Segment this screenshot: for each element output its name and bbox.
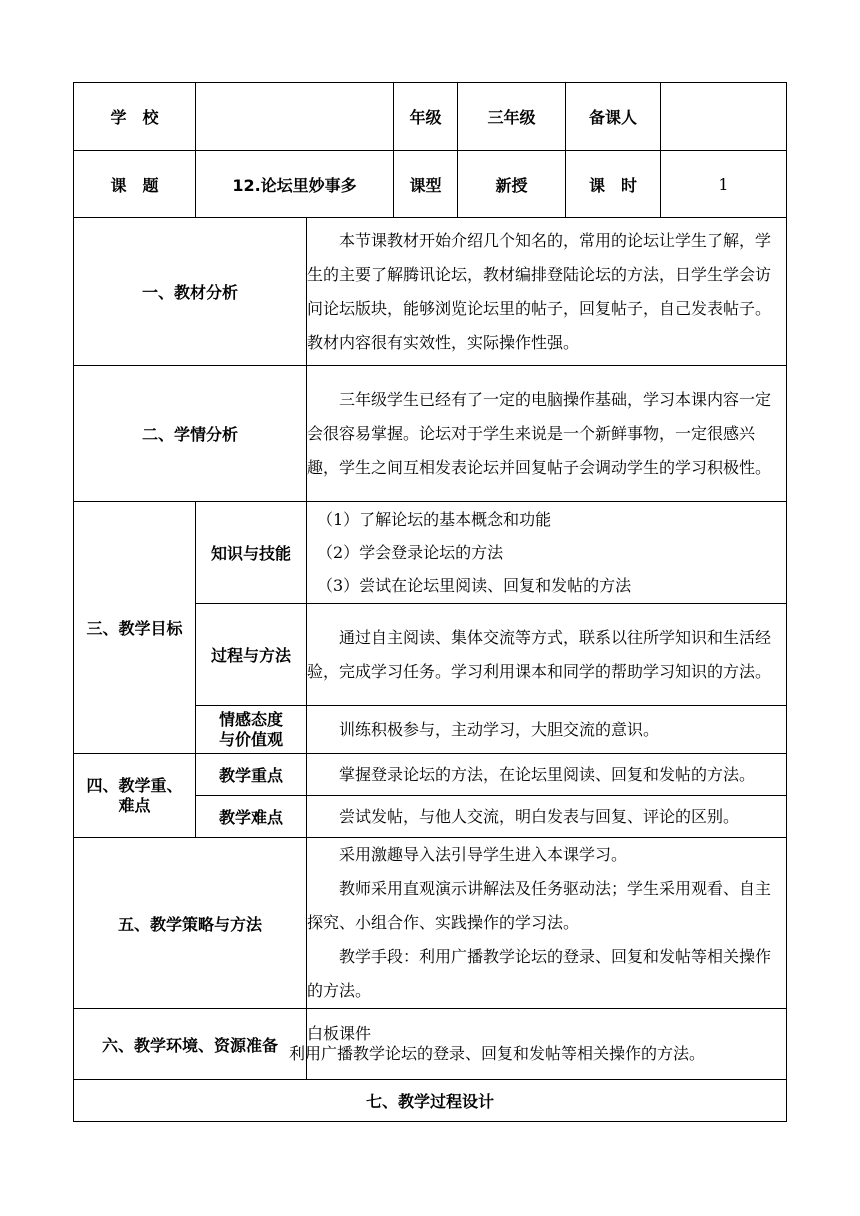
key-point-row: [74, 754, 787, 796]
lesson-plan-table: [73, 82, 787, 1122]
resource-line: 白板课件: [307, 1024, 372, 1043]
process-method-text-cell: [307, 604, 787, 706]
key-difficult-label: [74, 754, 196, 838]
process-design-label: 七、教学过程设计: [74, 1080, 787, 1122]
teaching-objectives-label: 三、教学目标: [74, 502, 196, 754]
material-analysis-text: 本节课教材开始介绍几个知名的，常用的论坛让学生了解，学生的主要了解腾讯论坛，教材编排登陆论坛的方法，日学生学会访问论坛版块，能够浏览论坛里的帖子，回复帖子，自己发表帖子。教材内容很有实效性，实际操作性强。: [307, 230, 772, 352]
period-label: 课 时: [566, 151, 661, 218]
period-value: 1: [661, 151, 787, 218]
difficult-point-label: 教学难点: [196, 796, 307, 838]
emotion-label-line2: 与价值观: [218, 729, 283, 749]
strategy-paragraph: 采用激趣导入法引导学生进入本课学习。: [339, 845, 628, 864]
emotion-label-line1: 情感态度: [218, 709, 283, 729]
key-point-text-cell: [307, 754, 787, 796]
topic-label: 课 题: [74, 151, 196, 218]
strategy-method-text-cell: [307, 838, 787, 1009]
school-label: 学 校: [74, 83, 196, 151]
key-point-label: 教学重点: [196, 754, 307, 796]
preparer-label: 备课人: [566, 83, 661, 151]
section-learner-analysis: [74, 366, 787, 502]
knowledge-skill-label: 知识与技能: [196, 502, 307, 604]
material-analysis-label: 一、教材分析: [74, 218, 307, 366]
difficult-point-text: 尝试发帖，与他人交流，明白发表与回复、评论的区别。: [339, 806, 740, 826]
emotion-value-text-cell: [307, 706, 787, 754]
key-point-text: 掌握登录论坛的方法，在论坛里阅读、回复和发帖的方法。: [339, 764, 756, 784]
header-row-topic: [74, 151, 787, 218]
process-method-text: 通过自主阅读、集体交流等方式，联系以往所学知识和生活经验，完成学习任务。学习利用课本和同学的帮助学习知识的方法。: [307, 627, 772, 681]
emotion-value-text: 训练积极参与，主动学习，大胆交流的意识。: [339, 719, 660, 739]
school-value: [196, 83, 394, 151]
process-method-label: 过程与方法: [196, 604, 307, 706]
type-value: 新授: [458, 151, 566, 218]
emotion-value-label: [196, 706, 307, 754]
material-analysis-text-cell: [307, 218, 787, 366]
strategy-paragraph: 教师采用直观演示讲解法及任务驱动法；学生采用观看、自主探究、小组合作、实践操作的学习法。: [307, 879, 772, 932]
knowledge-item: （1）了解论坛的基本概念和功能: [317, 510, 552, 529]
section-strategy-method: [74, 838, 787, 1009]
type-label: 课型: [394, 151, 458, 218]
strategy-paragraph: 教学手段：利用广播教学论坛的登录、回复和发帖等相关操作的方法。: [307, 947, 772, 1000]
section-material-analysis: [74, 218, 787, 366]
preparer-value: [661, 83, 787, 151]
topic-value: 12.论坛里妙事多: [196, 151, 394, 218]
section-process-design: [74, 1080, 787, 1122]
learner-analysis-text: 三年级学生已经有了一定的电脑操作基础，学习本课内容一定会很容易掌握。论坛对于学生来说是一个新鲜事物，一定很感兴趣，学生之间互相发表论坛并回复帖子会调动学生的学习积极性。: [307, 389, 772, 477]
strategy-method-label: 五、教学策略与方法: [74, 838, 307, 1009]
grade-label: 年级: [394, 83, 458, 151]
learner-analysis-label: 二、学情分析: [74, 366, 307, 502]
section-environment-resources: [74, 1009, 787, 1080]
environment-resources-text-cell: [289, 1009, 787, 1080]
key-difficult-label-line2: 难点: [118, 795, 151, 815]
learner-analysis-text-cell: [307, 366, 787, 502]
grade-value: 三年级: [458, 83, 566, 151]
resource-line: 利用广播教学论坛的登录、回复和发帖等相关操作的方法。: [289, 1044, 706, 1063]
header-row-school: [74, 83, 787, 151]
difficult-point-text-cell: [307, 796, 787, 838]
objective-knowledge-row: [74, 502, 787, 604]
environment-resources-label: 六、教学环境、资源准备: [74, 1009, 307, 1080]
knowledge-item: （2）学会登录论坛的方法: [317, 543, 504, 562]
key-difficult-label-line1: 四、教学重、: [86, 775, 183, 795]
knowledge-item: （3）尝试在论坛里阅读、回复和发帖的方法: [317, 576, 632, 595]
knowledge-skill-list: [307, 502, 787, 604]
